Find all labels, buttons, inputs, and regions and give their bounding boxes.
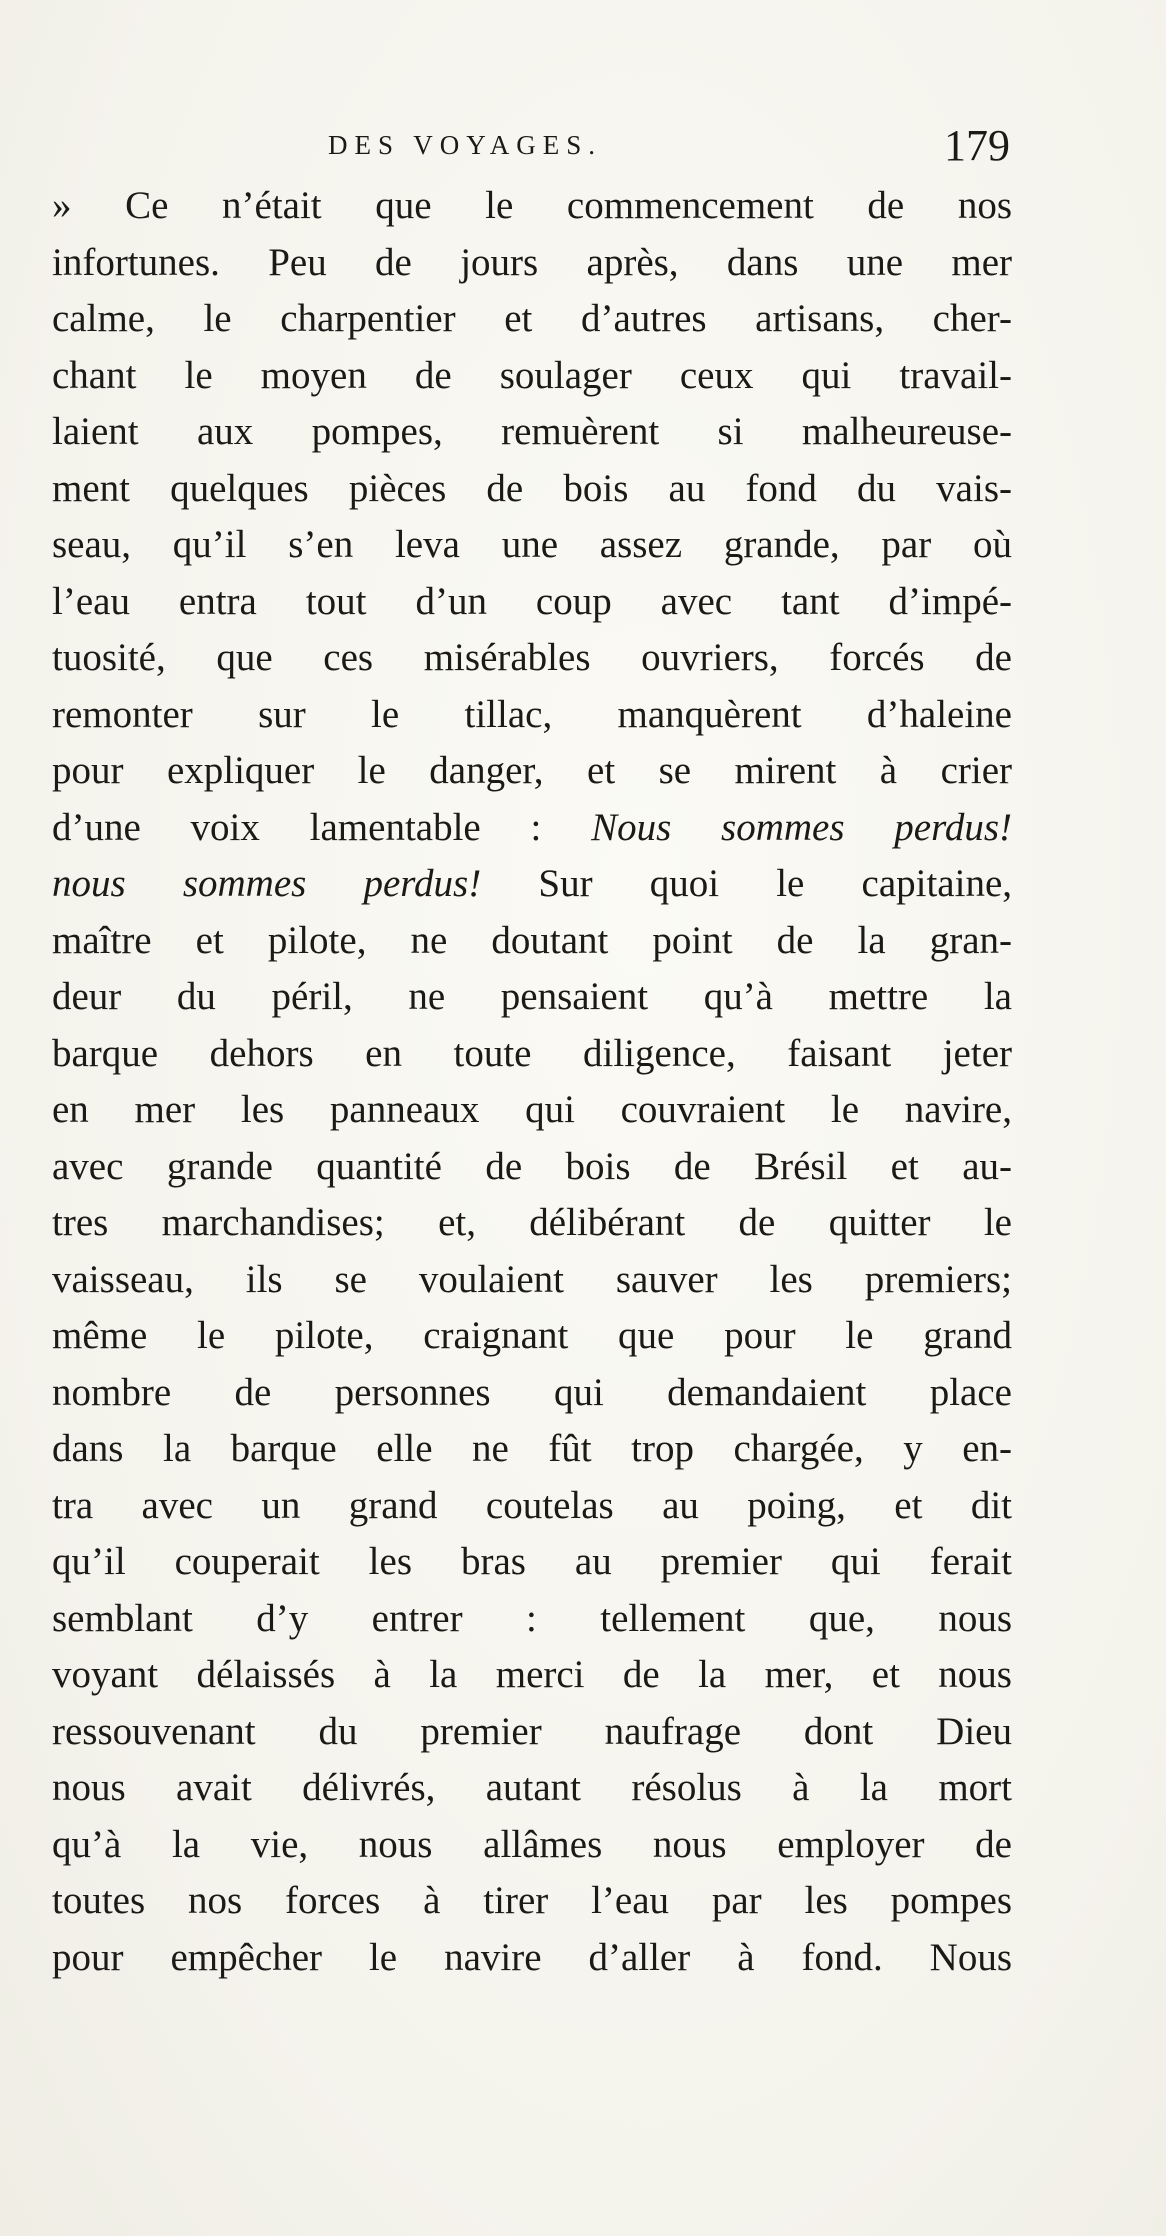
text-line: chant le moyen de soulager ceux qui travail- (52, 353, 1012, 397)
text-line: calme, le charpentier et d’autres artisans, cher- (52, 297, 1012, 340)
text-line: avec grande quantité de bois de Brésil et au- (52, 1144, 1012, 1188)
text-line: tres marchandises; et, délibérant de quitter le (52, 1201, 1012, 1244)
text-line: ressouvenant du premier naufrage dont Dieu (52, 1709, 1012, 1753)
text-line: deur du péril, ne pensaient qu’à mettre la (52, 975, 1012, 1018)
text-line: » Ce n’était que le commencement de nos (52, 184, 1012, 227)
text-segment: d’une voix lamentable : (52, 805, 542, 849)
text-line: pour empêcher le navire d’aller à fond. Nous (52, 1935, 1012, 1979)
text-line: tuosité, que ces misérables ouvriers, forcés de (52, 636, 1012, 679)
text-line: même le pilote, craignant que pour le grand (52, 1314, 1012, 1357)
body-text (52, 178, 1012, 1986)
text-line: ment quelques pièces de bois au fond du vais- (52, 466, 1012, 510)
page-header (300, 120, 1020, 180)
text-line: infortunes. Peu de jours après, dans une mer (52, 240, 1012, 284)
text-line: seau, qu’il s’en leva une assez grande, par où (52, 523, 1012, 566)
text-line: remonter sur le tillac, manquèrent d’haleine (52, 692, 1012, 736)
text-line: semblant d’y entrer : tellement que, nous (52, 1596, 1012, 1640)
running-head: DES VOYAGES. (328, 130, 603, 160)
text-line: l’eau entra tout d’un coup avec tant d’impé- (52, 579, 1012, 623)
italic-exclamation: nous sommes perdus! (52, 862, 482, 905)
text-line: vaisseau, ils se voulaient sauver les premiers; (52, 1257, 1012, 1301)
italic-exclamation: Nous sommes perdus! (591, 805, 1012, 849)
text-line: laient aux pompes, remuèrent si malheureuse- (52, 410, 1012, 453)
text-line: qu’il couperait les bras au premier qui ferait (52, 1540, 1012, 1583)
text-line: toutes nos forces à tirer l’eau par les pompes (52, 1879, 1012, 1922)
text-line: qu’à la vie, nous allâmes nous employer de (52, 1822, 1012, 1866)
text-line: pour expliquer le danger, et se mirent à crier (52, 749, 1012, 792)
text-line: tra avec un grand coutelas au poing, et dit (52, 1483, 1012, 1527)
text-line: en mer les panneaux qui couvraient le navire, (52, 1088, 1012, 1131)
text-line: nombre de personnes qui demandaient place (52, 1370, 1012, 1414)
text-line: dans la barque elle ne fût trop chargée, y en- (52, 1427, 1012, 1470)
text-line: maître et pilote, ne doutant point de la gran- (52, 918, 1012, 962)
text-line-mixed (52, 800, 1012, 857)
text-line-mixed (52, 856, 1012, 913)
text-line: nous avait délivrés, autant résolus à la mort (52, 1766, 1012, 1809)
text-segment: Sur quoi le capitaine, (538, 862, 1013, 905)
page-number: 179 (944, 121, 1010, 170)
text-line: voyant délaissés à la merci de la mer, et nous (52, 1653, 1012, 1696)
text-line: barque dehors en toute diligence, faisant jeter (52, 1031, 1012, 1075)
